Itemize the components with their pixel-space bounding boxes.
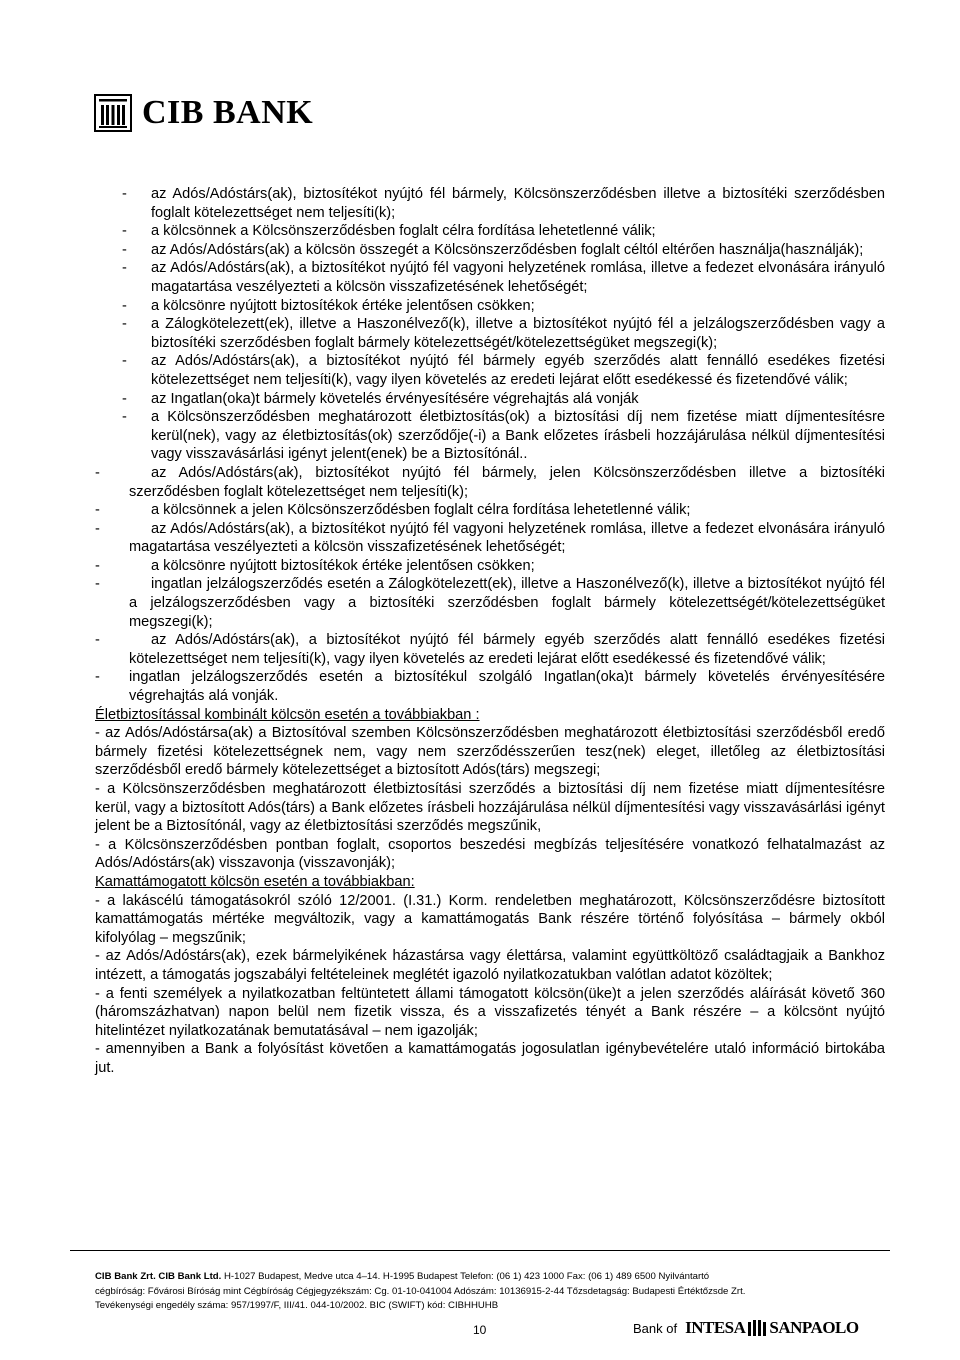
list-item: - a Zálogkötelezett(ek), illetve a Haszonélvező(k), illetve a biztosítékot nyújtó fél a jelzálogszerződésben vagy a biztosítéki szerződésben foglalt bármely kötelezettségét/kötelezettségüket megszegi(k); bbox=[122, 316, 885, 351]
list-item: - az Ingatlan(oka)t bármely követelés érvényesítésére végrehajtás alá vonják bbox=[122, 390, 639, 407]
cib-logo-icon bbox=[94, 94, 132, 132]
paragraph: - amennyiben a Bank a folyósítást követően a kamattámogatás jogosulatlan igénybevételére utaló információ birtokába jut. bbox=[95, 1041, 885, 1076]
bank-of-label: Bank of bbox=[633, 1320, 678, 1336]
paragraph: - a Kölcsönszerződésben meghatározott életbiztosítási szerződés a biztosítási díj nem fizetése miatt díjmentesítésre kerül, vagy a biztosított Adós(társ) a Bank előzetes írásbeli hozzájárulása nélkül díjmentesítési vagy visszavásárlási igényt jelent be a Biztosítónál, vagy az életbiztosítási szerződés megszűnik, bbox=[95, 781, 885, 835]
list-item: - ingatlan jelzálogszerződés esetén a biztosítékul szolgáló Ingatlan(oka)t bármely követelés érvényesítésére végrehajtás alá vonják. bbox=[95, 669, 885, 705]
cib-bank-logo bbox=[94, 94, 313, 132]
list-item: - az Adós/Adóstárs(ak), a biztosítékot nyújtó fél bármely egyéb szerződés alatt fennálló esedékes fizetési kötelezettséget nem teljesíti(k), vagy ilyen követelés az eredeti lejárat előtt esedékessé és fizetendővé válik; bbox=[122, 353, 885, 388]
paragraph: - a lakáscélú támogatásokról szóló 12/2001. (I.31.) Korm. rendeletben meghatározott, Kölcsönszerződésre biztosított kamattámogatás mértéke megváltozik, vagy a kamattámogatás Bank részére történő folyósítása – bármely okból kifolyólag – megszűnik; bbox=[95, 892, 885, 946]
paragraph: - a fenti személyek a nyilatkozatban feltüntetett állami támogatott kölcsön(üke)t a jelen szerződés aláírását követő 360 (háromszázhatvan) napon belül nem fizetik vissza, és a visszafizetés tényét a Bank részére – a kölcsönt nyújtó hitelintézet nyilatkozatának bemutatásával – nem igazolják; bbox=[95, 985, 885, 1039]
paragraph: - az Adós/Adóstársa(ak) a Biztosítóval szemben Kölcsönszerződésben meghatározott életbiztosítási szerződésből eredő bármely fizetési kötelezettségnek nem, vagy nem szerződésszerűen tesz(nek) eleget, illetőleg az életbiztosítási szerződésből eredő bármely kötelezettséget a biztosított Adós(társ) megszegi; bbox=[95, 725, 885, 779]
termination-list-b bbox=[95, 464, 885, 669]
list-item: - ingatlan jelzálogszerződés esetén a Zálogkötelezett(ek), illetve a Haszonélvező(k), illetve a biztosítékot nyújtó fél a jelzálogszerződésben vagy a biztosítéki szerződésben foglalt bármely kötelezettségét/kötelezettségüket megszegi(k); bbox=[95, 576, 885, 630]
termination-list-c bbox=[95, 668, 885, 705]
footer-address: H-1027 Budapest, Medve utca 4–14. H-1995 Budapest Telefon: (06 1) 423 1000 Fax: (06 1) 489 6500 Nyilvántartó bbox=[221, 1271, 710, 1282]
list-item: - a kölcsönnek a jelen Kölcsönszerződésben foglalt célra fordítása lehetetlenné válik; bbox=[95, 502, 691, 519]
list-item: - a kölcsönre nyújtott biztosítékok értéke jelentősen csökken; bbox=[95, 557, 535, 574]
intesa-sanpaolo-logo bbox=[633, 1318, 859, 1338]
list-item: - az Adós/Adóstárs(ak), a biztosítékot nyújtó fél bármely egyéb szerződés alatt fennálló esedékes fizetési kötelezettséget nem teljesíti(k), vagy ilyen követelés az eredeti lejárat előtt esedékessé és fizetendővé válik; bbox=[95, 632, 885, 667]
logo-text: CIB BANK bbox=[142, 94, 314, 131]
paragraph: - a Kölcsönszerződésben pontban foglalt, csoportos beszedési megbízás teljesítésére vonatkozó felhatalmazást az Adós/Adóstárs(ak) visszavonja (visszavonják); bbox=[95, 836, 885, 872]
list-item: - az Adós/Adóstárs(ak), a biztosítékot nyújtó fél vagyoni helyzetének romlása, illetve a fedezet elvonására irányuló magatartása veszélyezteti a kölcsön visszafizetésének lehetőségét; bbox=[122, 260, 885, 295]
footer-company: CIB Bank Zrt. CIB Bank Ltd. bbox=[95, 1271, 222, 1282]
footer-line-1 bbox=[95, 1270, 895, 1285]
list-item: - az Adós/Adóstárs(ak), biztosítékot nyújtó fél bármely, jelen Kölcsönszerződésben illetve a biztosítéki szerződésben foglalt kötelezettséget nem teljesíti(k); bbox=[95, 464, 885, 500]
intesa-sanpaolo-emblem-icon bbox=[747, 1319, 767, 1337]
section-heading: Életbiztosítással kombinált kölcsön esetén a továbbiakban : bbox=[95, 706, 480, 723]
list-item: - az Adós/Adóstárs(ak) a kölcsön összegét a Kölcsönszerződésben foglalt céltól eltérően használja(használják); bbox=[122, 241, 864, 258]
list-item: - a kölcsönnek a Kölcsönszerződésben foglalt célra fordítása lehetetlenné válik; bbox=[122, 223, 656, 240]
paragraph: - az Adós/Adóstárs(ak), ezek bármelyikének házastársa vagy élettársa, valamint együttköltöző családtagjaik a Bankhoz intézett, a támogatás jogszabályi feltételeinek meglétét igazoló nyilatkozatukban valótlan adatot közöltek; bbox=[95, 948, 885, 983]
brand-sanpaolo: SANPAOLO bbox=[769, 1318, 859, 1337]
list-item: - az Adós/Adóstárs(ak), a biztosítékot nyújtó fél vagyoni helyzetének romlása, illetve a fedezet elvonására irányuló magatartása veszélyezteti a kölcsön visszafizetésének lehetőségét; bbox=[95, 520, 885, 556]
section-life-insurance bbox=[95, 706, 885, 873]
footer-divider bbox=[70, 1250, 890, 1251]
footer-line-3: Tevékenységi engedély száma: 957/1997/F, III/41. 044-10/2002. BIC (SWIFT) kód: CIBHHUHB bbox=[95, 1300, 499, 1311]
list-item: - az Adós/Adóstárs(ak), biztosítékot nyújtó fél bármely, Kölcsönszerződésben illetve a biztosítéki szerződésben foglalt kötelezettséget nem teljesíti(k); bbox=[122, 186, 885, 221]
brand-intesa: INTESA bbox=[685, 1318, 746, 1337]
document-body bbox=[95, 185, 885, 1078]
footer-line-2: cégbíróság: Fővárosi Bíróság mint Cégbíróság Cégjegyzékszám: Cg. 01-10-041004 Adószám: 10136915-2-44 Tőzsdetagság: Budapesti Értéktőzsde Zrt. bbox=[95, 1285, 746, 1297]
termination-list-a bbox=[95, 185, 885, 464]
list-item: - a kölcsönre nyújtott biztosítékok értéke jelentősen csökken; bbox=[122, 297, 535, 314]
page-number: 10 bbox=[473, 1323, 487, 1337]
section-heading: Kamattámogatott kölcsön esetén a továbbiakban: bbox=[95, 873, 415, 890]
list-item: - a Kölcsönszerződésben meghatározott életbiztosítás(ok) a biztosítási díj nem fizetése miatt díjmentesítésre kerül(nek), vagy az életbiztosítás(ok) szerződője(-i) a Bank előzetes írásbeli hozzájárulása nélkül díjmentesítési vagy visszavásárlási igényt jelent(enek) be a Biztosítónál.. bbox=[122, 409, 885, 463]
section-interest-subsidy bbox=[95, 873, 885, 1078]
footer bbox=[95, 1270, 895, 1314]
